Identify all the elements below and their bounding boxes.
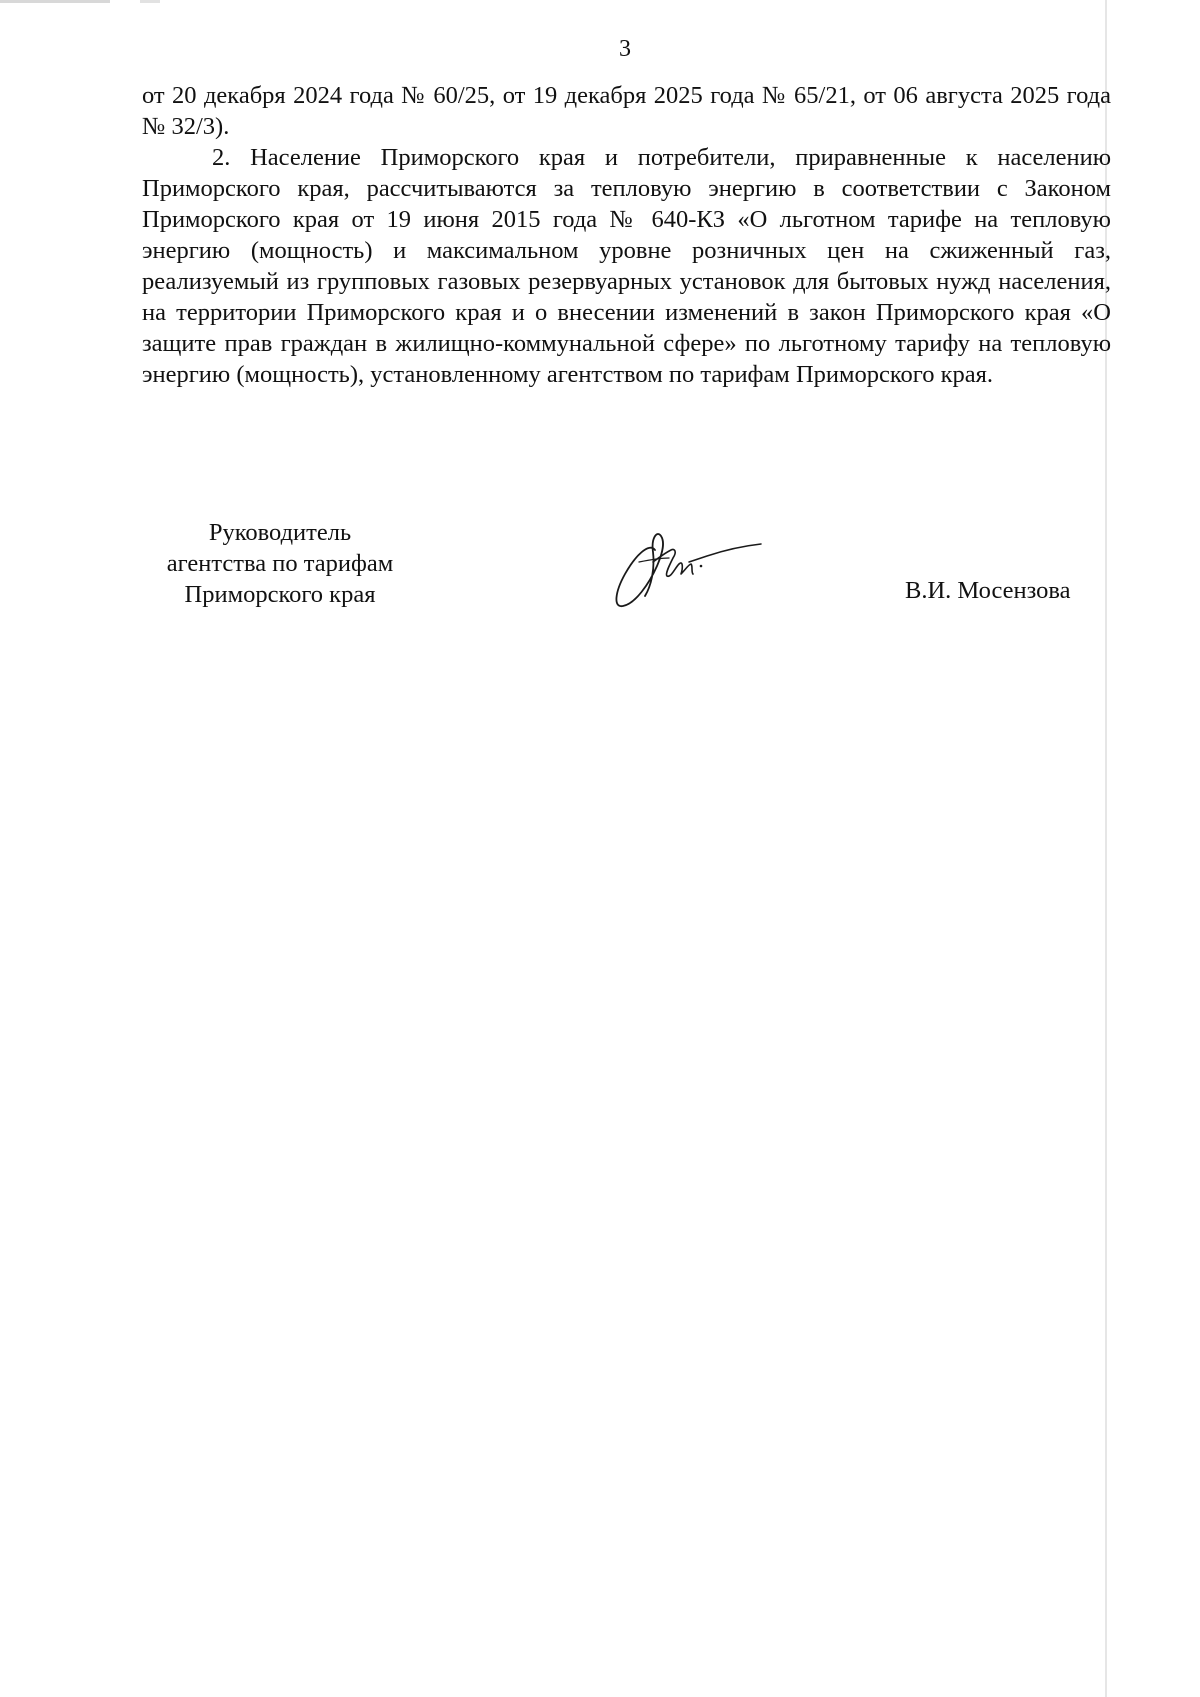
- handwritten-signature: [605, 522, 765, 614]
- signatory-position: [120, 517, 440, 610]
- document-body: [142, 80, 1111, 390]
- scan-artifact-top: [0, 0, 240, 3]
- paragraph-item-2: 2. Население Приморского края и потребители, приравненные к населению Приморского края, рассчитываются за тепловую энергию в соответствии с Законом Приморского края от 19 июня 2015 года № 640-КЗ «О льготном тарифе на тепловую энергию (мощность) и максимальном уровне розничных цен на сжиженный газ, реализуемый из групповых газовых резервуарных установок для бытовых нужд населения, на территории Приморского края и о внесении изменений в закон Приморского края «О защите прав граждан в жилищно-коммунальной сфере» по льготному тарифу на тепловую энергию (мощность), установленному агентством по тарифам Приморского края.: [142, 144, 1111, 388]
- paragraph-continuation: от 20 декабря 2024 года № 60/25, от 19 декабря 2025 года № 65/21, от 06 августа 2025 года № 32/3).: [142, 82, 1111, 140]
- position-line-2: агентства по тарифам: [166, 550, 394, 577]
- page-number: 3: [619, 36, 631, 62]
- position-line-3: Приморского края: [184, 581, 376, 608]
- position-line-1: Руководитель: [208, 519, 352, 546]
- signatory-name: В.И. Мосензова: [905, 577, 1071, 604]
